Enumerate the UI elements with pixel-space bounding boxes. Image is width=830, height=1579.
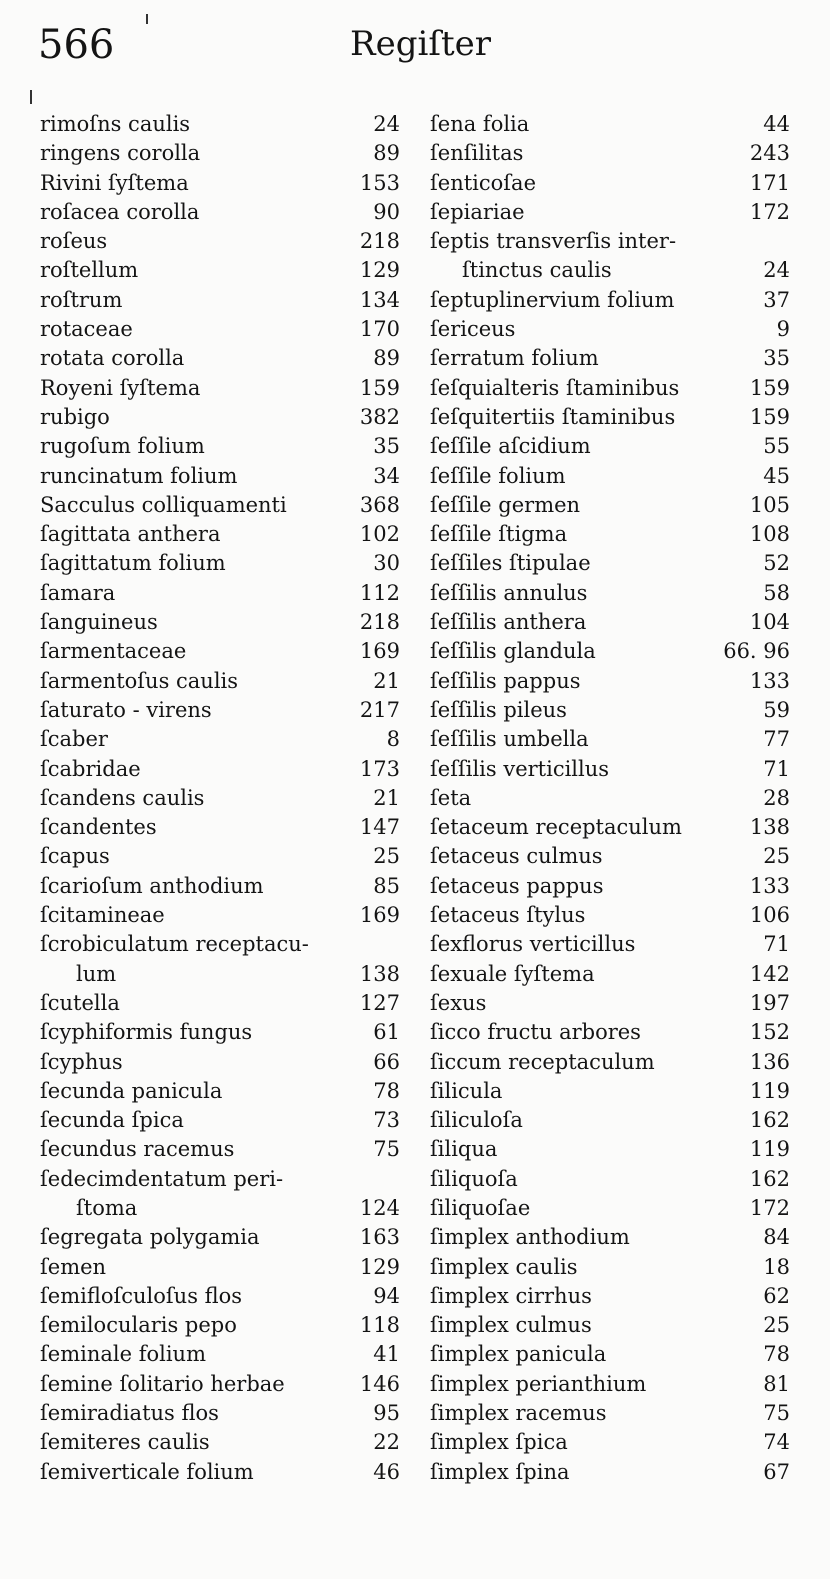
index-term: ſimplex caulis (430, 1254, 578, 1279)
index-term: ſeſſile folium (430, 463, 566, 488)
index-term: ſanguineus (40, 610, 158, 635)
index-entry (430, 1311, 790, 1340)
index-page-ref: 28 (763, 785, 790, 810)
index-page-ref: 133 (749, 668, 790, 693)
index-page-ref: 197 (749, 990, 790, 1015)
index-page-ref: 8 (386, 727, 400, 752)
index-entry (36, 1399, 400, 1428)
index-entry (36, 403, 400, 432)
index-entry (36, 1282, 400, 1311)
index-entry (430, 1135, 790, 1164)
index-page-ref: 169 (359, 639, 400, 664)
index-page-ref: 171 (749, 170, 790, 195)
index-entry (430, 491, 790, 520)
index-page-ref: 41 (373, 1342, 400, 1367)
index-term: ſeſſilis verticillus (430, 756, 610, 781)
index-entry (36, 286, 400, 315)
index-entry (36, 930, 400, 959)
index-entry (36, 579, 400, 608)
index-entry (430, 1018, 790, 1047)
index-entry (36, 1311, 400, 1340)
index-page-ref: 84 (763, 1225, 790, 1250)
index-term: ſericeus (430, 317, 516, 342)
index-term: ſcarioſum anthodium (40, 873, 264, 898)
index-entry (430, 462, 790, 491)
index-entry (36, 520, 400, 549)
index-page-ref: 170 (359, 317, 400, 342)
index-page-ref: 89 (373, 346, 400, 371)
index-page-ref: 71 (763, 932, 790, 957)
index-entry (430, 1340, 790, 1369)
index-term: ſemiteres caulis (40, 1430, 210, 1455)
index-entry (430, 549, 790, 578)
index-term: ſeſſilis annulus (430, 580, 588, 605)
index-entry (430, 1282, 790, 1311)
index-entry (36, 1077, 400, 1106)
index-entry (430, 1253, 790, 1282)
index-entry (36, 1106, 400, 1135)
index-entry (430, 344, 790, 373)
index-entry (430, 608, 790, 637)
index-term: ſemifloſculoſus flos (40, 1283, 243, 1308)
index-term: ſetaceus pappus (430, 873, 604, 898)
index-term: ſicco fructu arbores (430, 1020, 641, 1045)
page-number: 566 (38, 22, 115, 68)
index-term: ſetaceus culmus (430, 844, 603, 869)
index-page-ref: 30 (373, 551, 400, 576)
index-term: ſemine ſolitario herbae (40, 1371, 285, 1396)
index-term: ſemen (40, 1254, 107, 1279)
index-page-ref: 74 (763, 1430, 790, 1455)
index-term: ſagittatum folium (40, 551, 226, 576)
index-entry (36, 1165, 400, 1194)
index-term: ſexuale ſyſtema (430, 961, 595, 986)
index-page-ref: 25 (373, 844, 400, 869)
index-entry (36, 755, 400, 784)
index-entry (36, 227, 400, 256)
index-entry (430, 784, 790, 813)
index-term: ſemiverticale folium (40, 1459, 254, 1484)
index-page-ref: 94 (373, 1283, 400, 1308)
index-entry (430, 520, 790, 549)
index-page-ref: 37 (763, 287, 790, 312)
index-term: Sacculus colliquamenti (40, 492, 287, 517)
index-entry (430, 725, 790, 754)
index-entry (430, 1458, 790, 1487)
index-entry (36, 462, 400, 491)
index-entry (36, 696, 400, 725)
index-term: Rivini ſyſtema (40, 170, 189, 195)
index-entry (36, 989, 400, 1018)
index-entry (36, 1370, 400, 1399)
index-term: ſilicula (430, 1078, 503, 1103)
index-page-ref: 61 (373, 1020, 400, 1045)
index-term: ſexflorus verticillus (430, 932, 636, 957)
index-entry (430, 1165, 790, 1194)
index-page-ref: 24 (373, 112, 400, 136)
index-term: ſcabridae (40, 756, 141, 781)
index-term: ſexus (430, 990, 487, 1015)
index-page-ref: 172 (749, 199, 790, 224)
index-page-ref: 118 (359, 1313, 400, 1338)
index-term: roſtrum (40, 287, 123, 312)
index-page-ref: 129 (359, 258, 400, 283)
index-term: roſeus (40, 229, 108, 254)
index-term: ſcaber (40, 727, 108, 752)
index-page-ref: 35 (763, 346, 790, 371)
index-entry (36, 256, 400, 285)
index-entry (430, 1194, 790, 1223)
index-term: ſedecimdentatum peri- (40, 1166, 284, 1191)
index-entry (36, 491, 400, 520)
index-term: runcinatum folium (40, 463, 238, 488)
index-page-ref: 106 (749, 903, 790, 928)
index-term: ſecunda ſpica (40, 1108, 184, 1133)
index-term: ſcyphus (40, 1049, 123, 1074)
index-term: ſeſquialteris ſtaminibus (430, 375, 680, 400)
index-entry (36, 344, 400, 373)
index-term: ſiccum receptaculum (430, 1049, 655, 1074)
index-term: ſimplex perianthium (430, 1371, 647, 1396)
print-speck (30, 90, 32, 104)
index-entry (430, 696, 790, 725)
index-page-ref: 162 (749, 1108, 790, 1133)
index-term: ſepiariae (430, 199, 525, 224)
index-page-ref: 163 (359, 1225, 400, 1250)
index-term: ſecundus racemus (40, 1137, 235, 1162)
index-page-ref: 55 (763, 434, 790, 459)
index-page-ref: 159 (749, 375, 790, 400)
index-term: ſcandens caulis (40, 785, 205, 810)
index-term: ſeſſile ſtigma (430, 522, 568, 547)
index-page-ref: 169 (359, 903, 400, 928)
index-entry (430, 227, 790, 256)
index-entry (36, 1135, 400, 1164)
index-page-ref: 108 (749, 522, 790, 547)
index-page-ref: 66 (373, 1049, 400, 1074)
index-entry (430, 110, 790, 139)
index-entry (36, 872, 400, 901)
index-entry (36, 1018, 400, 1047)
index-term: ſeminale folium (40, 1342, 206, 1367)
index-page-ref: 105 (749, 492, 790, 517)
index-entry (430, 667, 790, 696)
index-entry (36, 842, 400, 871)
index-entry (430, 842, 790, 871)
index-entry (36, 813, 400, 842)
index-entry (36, 374, 400, 403)
index-term: ſcutella (40, 990, 120, 1015)
index-term: rotata corolla (40, 346, 185, 371)
index-page-ref: 152 (749, 1020, 790, 1045)
index-page-ref: 159 (749, 404, 790, 429)
index-page-ref: 75 (763, 1401, 790, 1426)
index-term: ſtinctus caulis (462, 258, 612, 283)
index-term: ſerratum folium (430, 346, 599, 371)
index-entry (430, 286, 790, 315)
right-index-column (430, 110, 790, 1487)
index-term: ſena folia (430, 112, 530, 136)
index-page-ref: 85 (373, 873, 400, 898)
index-entry (36, 432, 400, 461)
index-page-ref: 129 (359, 1254, 400, 1279)
index-entry (36, 315, 400, 344)
index-term: ſtoma (76, 1195, 138, 1220)
index-term: ſiliculoſa (430, 1108, 523, 1133)
index-term: roſacea corolla (40, 199, 200, 224)
index-page-ref: 138 (749, 815, 790, 840)
index-term: ſemiradiatus flos (40, 1401, 219, 1426)
index-entry (430, 901, 790, 930)
index-term: ſeſſilis pileus (430, 697, 567, 722)
index-page-ref: 95 (373, 1401, 400, 1426)
index-entry (36, 1428, 400, 1457)
index-term: ſamara (40, 580, 116, 605)
index-term: ſaturato - virens (40, 697, 212, 722)
print-speck (146, 14, 148, 24)
index-entry (430, 1048, 790, 1077)
index-page-ref: 138 (359, 961, 400, 986)
index-page-ref: 102 (359, 522, 400, 547)
index-page-ref: 89 (373, 141, 400, 166)
index-entry (36, 784, 400, 813)
index-entry (430, 579, 790, 608)
index-page-ref: 142 (749, 961, 790, 986)
index-entry (430, 403, 790, 432)
index-term: ſcitamineae (40, 903, 165, 928)
index-page-ref: 59 (763, 697, 790, 722)
index-page-ref: 104 (749, 610, 790, 635)
index-entry (430, 1223, 790, 1252)
index-page-ref: 75 (373, 1137, 400, 1162)
index-term: ſiliqua (430, 1137, 498, 1162)
index-page-ref: 21 (373, 785, 400, 810)
page-title: Regiſter (350, 24, 491, 64)
index-page-ref: 153 (359, 170, 400, 195)
index-term: Royeni ſyſtema (40, 375, 201, 400)
index-entry (430, 1077, 790, 1106)
index-term: ſeſſilis umbella (430, 727, 589, 752)
index-entry (430, 1106, 790, 1135)
index-page-ref: 58 (763, 580, 790, 605)
index-page-ref: 159 (359, 375, 400, 400)
index-page-ref: 146 (359, 1371, 400, 1396)
index-entry (430, 989, 790, 1018)
left-index-column (36, 110, 400, 1487)
index-term: ſeſquitertiis ſtaminibus (430, 404, 676, 429)
index-entry (36, 110, 400, 139)
index-entry (430, 1370, 790, 1399)
index-entry (36, 901, 400, 930)
index-entry (430, 169, 790, 198)
index-term: ſiliquoſa (430, 1166, 518, 1191)
index-entry (36, 1194, 400, 1223)
index-page-ref: 73 (373, 1108, 400, 1133)
index-term: roſtellum (40, 258, 139, 283)
index-page-ref: 78 (763, 1342, 790, 1367)
index-term: ſimplex culmus (430, 1313, 592, 1338)
index-page-ref: 134 (359, 287, 400, 312)
index-term: ſeſſiles ſtipulae (430, 551, 591, 576)
index-page-ref: 25 (763, 1313, 790, 1338)
index-page-ref: 90 (373, 199, 400, 224)
index-entry (36, 608, 400, 637)
index-term: ſarmentaceae (40, 639, 187, 664)
index-page-ref: 368 (359, 492, 400, 517)
index-term: ſeſſilis anthera (430, 610, 587, 635)
index-entry (430, 960, 790, 989)
index-entry (430, 872, 790, 901)
index-entry (430, 315, 790, 344)
index-entry (36, 169, 400, 198)
index-entry (430, 374, 790, 403)
index-entry (430, 139, 790, 168)
index-term: ſenticoſae (430, 170, 537, 195)
index-term: ſcrobiculatum receptacu- (40, 932, 309, 957)
index-page-ref: 24 (763, 258, 790, 283)
index-page-ref: 44 (763, 112, 790, 136)
index-term: ſagittata anthera (40, 522, 221, 547)
index-entry (430, 637, 790, 666)
index-page-ref: 66. 96 (723, 639, 790, 664)
index-term: ringens corolla (40, 141, 201, 166)
index-term: ſeptis transverſis inter- (430, 229, 677, 254)
index-page-ref: 172 (749, 1195, 790, 1220)
index-term: rimoſns caulis (40, 112, 191, 136)
index-entry (36, 1253, 400, 1282)
index-entry (36, 637, 400, 666)
index-entry (36, 960, 400, 989)
index-page-ref: 18 (763, 1254, 790, 1279)
index-entry (430, 432, 790, 461)
index-entry (36, 549, 400, 578)
index-page-ref: 218 (359, 229, 400, 254)
index-entry (430, 1399, 790, 1428)
index-term: ſimplex ſpina (430, 1459, 570, 1484)
index-term: rubigo (40, 404, 110, 429)
index-entry (36, 667, 400, 696)
index-entry (430, 198, 790, 227)
index-entry (36, 1458, 400, 1487)
index-entry (36, 1223, 400, 1252)
index-term: rotaceae (40, 317, 133, 342)
index-page-ref: 67 (763, 1459, 790, 1484)
index-page-ref: 22 (373, 1430, 400, 1455)
index-entry (36, 1048, 400, 1077)
index-term: ſeta (430, 785, 472, 810)
index-page-ref: 124 (359, 1195, 400, 1220)
index-term: ſimplex cirrhus (430, 1283, 592, 1308)
index-term: rugoſum folium (40, 434, 205, 459)
index-term: ſetaceum receptaculum (430, 815, 682, 840)
index-page-ref: 25 (763, 844, 790, 869)
index-term: ſeſſilis glandula (430, 639, 596, 664)
index-entry (36, 139, 400, 168)
index-entry (36, 725, 400, 754)
index-page-ref: 173 (359, 756, 400, 781)
index-page-ref: 218 (359, 610, 400, 635)
index-term: ſetaceus ſtylus (430, 903, 586, 928)
index-entry (36, 198, 400, 227)
index-page-ref: 35 (373, 434, 400, 459)
index-term: ſimplex ſpica (430, 1430, 568, 1455)
index-term: ſimplex racemus (430, 1401, 607, 1426)
index-page-ref: 243 (749, 141, 790, 166)
index-page-ref: 127 (359, 990, 400, 1015)
index-term: ſimplex anthodium (430, 1225, 630, 1250)
index-term: ſimplex panicula (430, 1342, 607, 1367)
index-page-ref: 162 (749, 1166, 790, 1191)
index-page-ref: 77 (763, 727, 790, 752)
index-term: ſegregata polygamia (40, 1225, 260, 1250)
index-entry (430, 813, 790, 842)
index-term: ſcapus (40, 844, 110, 869)
index-page-ref: 45 (763, 463, 790, 488)
index-entry (430, 755, 790, 784)
index-page-ref: 136 (749, 1049, 790, 1074)
index-term: ſiliquoſae (430, 1195, 531, 1220)
index-page-ref: 119 (749, 1137, 790, 1162)
index-term: lum (76, 961, 117, 986)
index-entry (430, 930, 790, 959)
index-term: ſcandentes (40, 815, 157, 840)
index-page-ref: 133 (749, 873, 790, 898)
index-page-ref: 147 (359, 815, 400, 840)
index-page-ref: 34 (373, 463, 400, 488)
index-page-ref: 52 (763, 551, 790, 576)
index-page-ref: 382 (359, 404, 400, 429)
index-page-ref: 46 (373, 1459, 400, 1484)
index-page-ref: 21 (373, 668, 400, 693)
index-entry (430, 256, 790, 285)
index-entry (36, 1340, 400, 1369)
index-term: ſeſſile germen (430, 492, 581, 517)
index-term: ſecunda panicula (40, 1078, 223, 1103)
index-page-ref: 112 (359, 580, 400, 605)
index-term: ſeſſile aſcidium (430, 434, 591, 459)
index-term: ſeptuplinervium folium (430, 287, 675, 312)
index-page-ref: 9 (776, 317, 790, 342)
index-term: ſcyphiformis fungus (40, 1020, 253, 1045)
index-page-ref: 71 (763, 756, 790, 781)
index-term: ſenſilitas (430, 141, 524, 166)
index-term: ſarmentoſus caulis (40, 668, 239, 693)
index-term: ſemilocularis pepo (40, 1313, 237, 1338)
index-term: ſeſſilis pappus (430, 668, 581, 693)
index-entry (430, 1428, 790, 1457)
index-page-ref: 78 (373, 1078, 400, 1103)
index-page-ref: 119 (749, 1078, 790, 1103)
index-page-ref: 217 (359, 697, 400, 722)
index-page-ref: 81 (763, 1371, 790, 1396)
index-page-ref: 62 (763, 1283, 790, 1308)
